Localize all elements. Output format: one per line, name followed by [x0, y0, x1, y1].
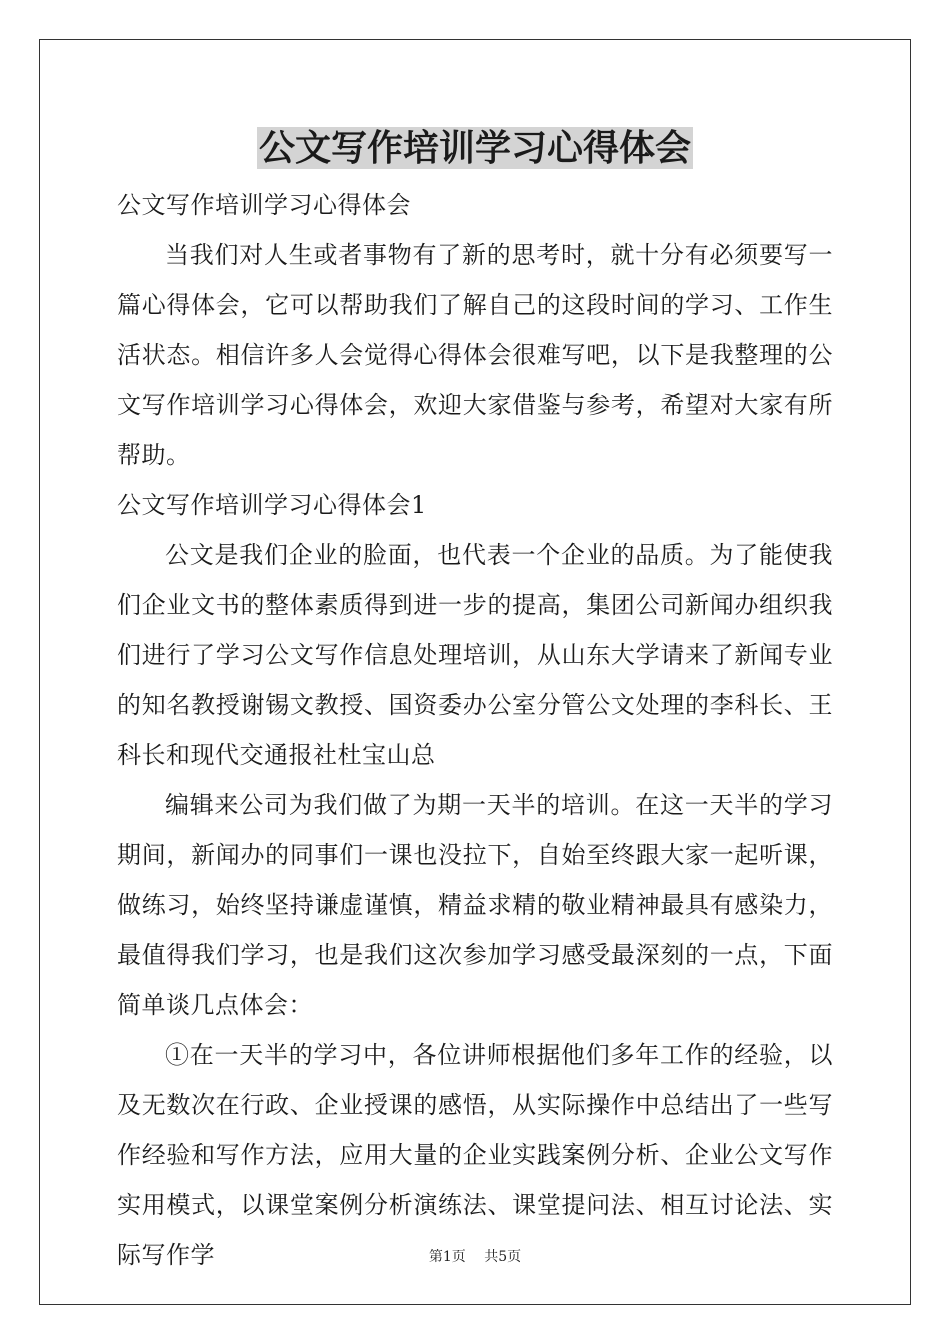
body-paragraph: ①在一天半的学习中，各位讲师根据他们多年工作的经验，以及无数次在行政、企业授课的感悟，从实际操作中总结出了一些写作经验和写作方法，应用大量的企业实践案例分析、企业公文写作实用模式，以课堂案例分析演练法、课堂提问法、相互讨论法、实际写作学: [117, 1041, 833, 1269]
body-paragraph: 公文是我们企业的脸面，也代表一个企业的品质。为了能使我们企业文书的整体素质得到进一步的提高，集团公司新闻办组织我们进行了学习公文写作信息处理培训，从山东大学请来了新闻专业的知名教授谢锡文教授、国资委办公室分管公文处理的李科长、王科长和现代交通报社杜宝山总: [117, 541, 833, 769]
document-title: 公文写作培训学习心得体会: [258, 127, 691, 169]
body-paragraph: 编辑来公司为我们做了为期一天半的培训。在这一天半的学习期间，新闻办的同事们一课也没拉下，自始至终跟大家一起听课，做练习，始终坚持谦虚谨慎，精益求精的敬业精神最具有感染力，最值得我们学习，也是我们这次参加学习感受最深刻的一点，下面简单谈几点体会：: [117, 791, 833, 1019]
document-subtitle: 公文写作培训学习心得体会: [117, 191, 411, 219]
intro-paragraph: 当我们对人生或者事物有了新的思考时，就十分有必须要写一篇心得体会，它可以帮助我们了解自己的这段时间的学习、工作生活状态。相信许多人会觉得心得体会很难写吧，以下是我整理的公文写作培训学习心得体会，欢迎大家借鉴与参考，希望对大家有所帮助。: [117, 241, 833, 469]
page-total: 共5页: [484, 1249, 522, 1265]
page-number: 第1页: [428, 1249, 466, 1265]
page-footer: [0, 1246, 950, 1266]
section-heading: 公文写作培训学习心得体会1: [117, 491, 427, 519]
document-body: [117, 120, 833, 1280]
